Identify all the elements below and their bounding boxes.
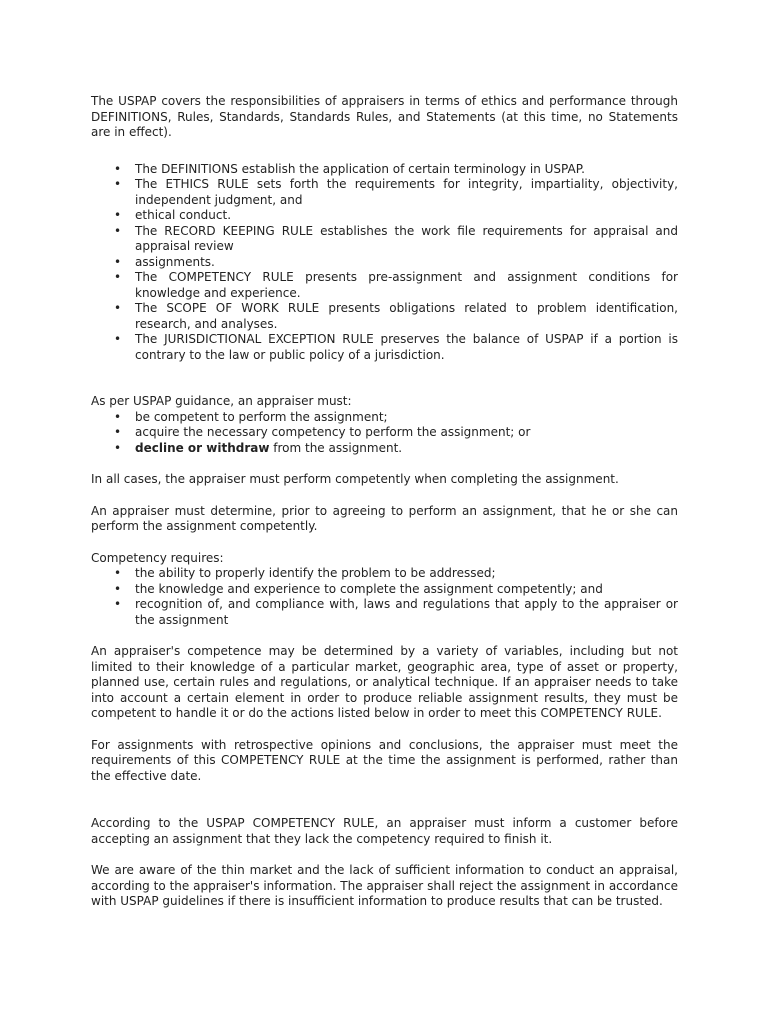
list-item: • recognition of, and compliance with, laws and regulations that apply to the appraiser or the assignment — [135, 597, 678, 628]
competence-paragraph: An appraiser's competence may be determined by a variety of variables, including but not limited to their knowledge of a particular market, geographic area, type of asset or property, planned use, certain rules and regulations, or analytical technique. If an appraiser needs to take into account a certain element in order to produce reliable assignment results, they must be competent to handle it or do the actions listed below in order to meet this COMPETENCY RULE. — [91, 644, 678, 720]
list-item: • The JURISDICTIONAL EXCEPTION RULE preserves the balance of USPAP if a portion is contrary to the law or public policy of a jurisdiction. — [135, 332, 678, 363]
aware-paragraph: We are aware of the thin market and the lack of sufficient information to conduct an appraisal, according to the appraiser's information. The appraiser shall reject the assignment in accordance with USPAP guidelines if there is insufficient information to produce results that can be trusted. — [91, 863, 678, 908]
list-item: • ethical conduct. — [135, 208, 678, 224]
list-item: • The DEFINITIONS establish the application of certain terminology in USPAP. — [135, 162, 678, 178]
list-item: • assignments. — [135, 255, 678, 271]
list-item — [135, 441, 678, 457]
list-item: • the knowledge and experience to complete the assignment competently; and — [135, 582, 678, 598]
list-item: • The ETHICS RULE sets forth the requirements for integrity, impartiality, objectivity, independent judgment, and — [135, 177, 678, 208]
determine-paragraph: An appraiser must determine, prior to agreeing to perform an assignment, that he or she can perform the assignment competently. — [91, 503, 678, 533]
all-cases-paragraph: In all cases, the appraiser must perform competently when completing the assignment. — [91, 472, 619, 486]
list-item: • the ability to properly identify the problem to be addressed; — [135, 566, 678, 582]
rules-list — [135, 162, 678, 364]
list-item-rest: from the assignment. — [269, 440, 403, 455]
document-body — [91, 94, 678, 910]
list-item: • be competent to perform the assignment; — [135, 410, 678, 426]
requires-heading: Competency requires: — [91, 550, 224, 565]
retrospective-paragraph: For assignments with retrospective opinions and conclusions, the appraiser must meet the requirements of this COMPETENCY RULE at the time the assignment is performed, rather than the effective date. — [91, 737, 678, 783]
list-item: • The RECORD KEEPING RULE establishes the work file requirements for appraisal and appraisal review — [135, 224, 678, 255]
bold-phrase: decline or withdraw — [135, 440, 270, 455]
list-item: • The COMPETENCY RULE presents pre-assignment and assignment conditions for knowledge and experience. — [135, 270, 678, 301]
according-paragraph: According to the USPAP COMPETENCY RULE, an appraiser must inform a customer before accepting an assignment that they lack the competency required to finish it. — [91, 816, 678, 846]
guidance-list — [135, 410, 678, 457]
list-item: • acquire the necessary competency to perform the assignment; or — [135, 425, 678, 441]
guidance-heading: As per USPAP guidance, an appraiser must: — [91, 394, 352, 408]
requires-list — [135, 566, 678, 628]
intro-paragraph: The USPAP covers the responsibilities of appraisers in terms of ethics and performance through DEFINITIONS, Rules, Standards, Standards Rules, and Statements (at this time, no Statements are in effect). — [91, 94, 678, 139]
list-item: • The SCOPE OF WORK RULE presents obligations related to problem identification, research, and analyses. — [135, 301, 678, 332]
